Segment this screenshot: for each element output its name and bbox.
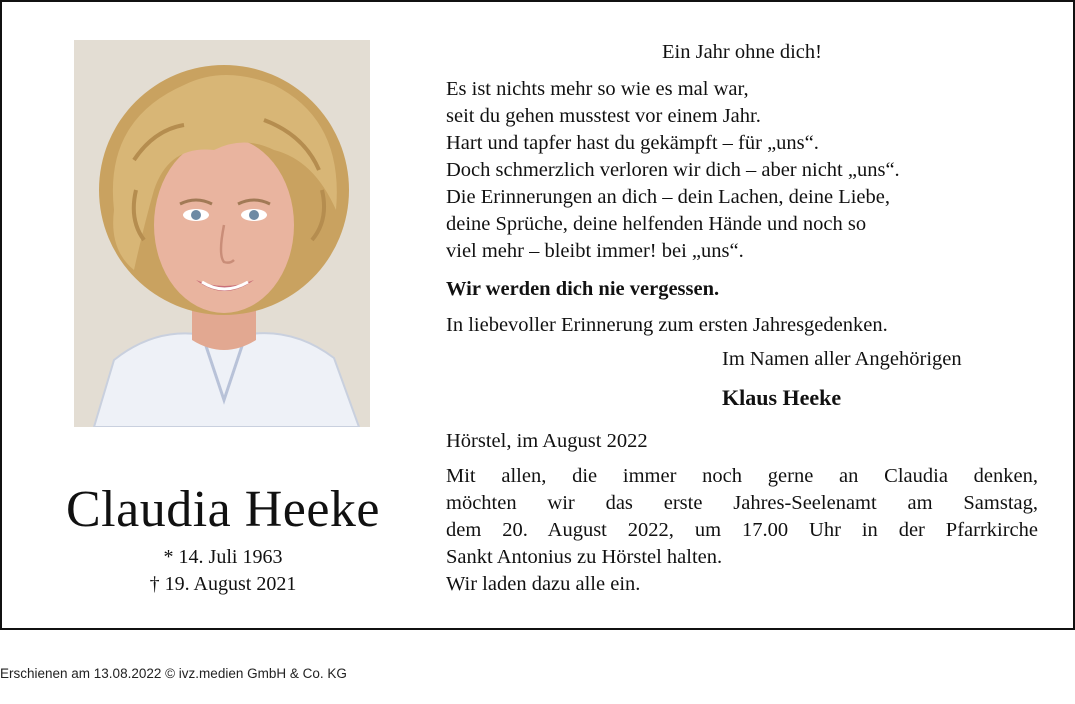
poem-line: Es ist nichts mehr so wie es mal war, (446, 78, 749, 100)
announcement-line: dem 20. August 2022, um 17.00 Uhr in der Pfarrkirche (446, 519, 1038, 541)
poem-line: viel mehr – bleibt immer! bei „uns“. (446, 240, 744, 262)
portrait-photo (74, 40, 370, 427)
signer-name: Klaus Heeke (722, 385, 842, 410)
poem-line: seit du gehen musstest vor einem Jahr. (446, 105, 761, 127)
death-date: † 19. August 2021 (149, 573, 297, 595)
poem-line: Die Erinnerungen an dich – dein Lachen, deine Liebe, (446, 186, 890, 208)
deceased-name: Claudia Heeke (65, 481, 381, 538)
announcement-line: möchten wir das erste Jahres-Seelenamt am Samstag, (446, 492, 1038, 514)
announcement-line: Sankt Antonius zu Hörstel halten. (446, 546, 723, 568)
poem-line: deine Sprüche, deine helfenden Hände und noch so (446, 213, 867, 235)
poem-heading: Ein Jahr ohne dich! (662, 41, 822, 63)
remembrance-line: In liebevoller Erinnerung zum ersten Jahresgedenken. (446, 314, 888, 336)
poem-line: Hart und tapfer hast du gekämpft – für „uns“. (446, 132, 819, 154)
poem-text (446, 76, 1038, 265)
place-date: Hörstel, im August 2022 (446, 430, 648, 452)
birth-date: * 14. Juli 1963 (163, 546, 283, 568)
portrait-illustration (74, 40, 370, 427)
announcement-line: Mit allen, die immer noch gerne an Claudia denken, (446, 465, 1038, 487)
mass-announcement (446, 463, 1038, 598)
on-behalf-line: Im Namen aller Angehörigen (722, 348, 962, 370)
poem-line: Doch schmerzlich verloren wir dich – aber nicht „uns“. (446, 159, 900, 181)
never-forget-line: Wir werden dich nie vergessen. (446, 278, 720, 300)
announcement-line: Wir laden dazu alle ein. (446, 573, 641, 595)
publication-footer: Erschienen am 13.08.2022 © ivz.medien GmbH & Co. KG (0, 666, 347, 681)
